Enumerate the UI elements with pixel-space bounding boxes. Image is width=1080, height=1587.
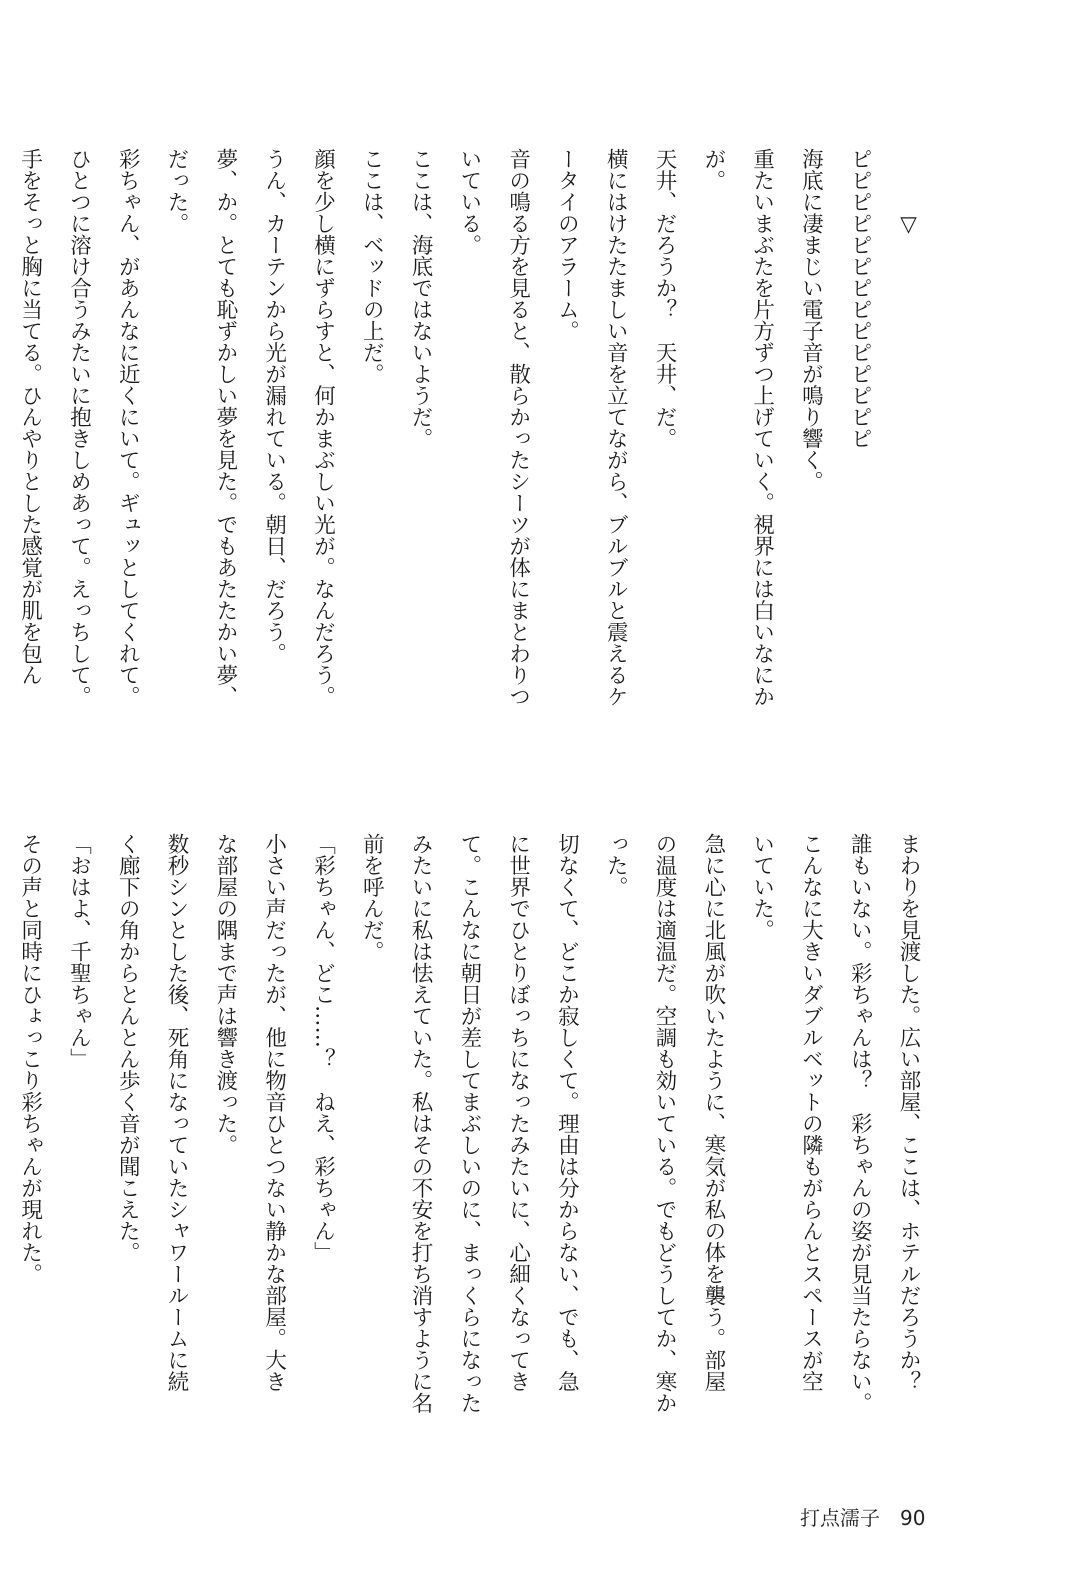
- text-line: 前を呼んだ。: [359, 833, 385, 962]
- text-line: ここは、ベッドの上だ。: [359, 148, 385, 385]
- text-line: 「彩ちゃん、どこ……？ ねえ、彩ちゃん」: [310, 833, 336, 1263]
- page-footer: [800, 1502, 925, 1531]
- text-line: 小さい声だったが、他に物音ひとつない静かな部屋。大き: [261, 833, 287, 1392]
- text-line: ここは、海底ではないようだ。: [408, 148, 434, 449]
- text-line: ータイのアラーム。: [554, 148, 580, 342]
- text-line: [0, 148, 5, 753]
- text-line: 音の鳴る方を見ると、散らかったシーツが体にまとわりつ: [505, 148, 531, 707]
- lower-text-block: [17, 833, 932, 1438]
- page-number: 90: [900, 1506, 926, 1530]
- text-line: て。こんなに朝日が差してまぶしいのに、まっくらになった: [456, 833, 482, 1414]
- text-line: その声と同時にひょっこり彩ちゃんが現れた。: [17, 833, 43, 1285]
- text-line: な部屋の隅まで声は響き渡った。: [212, 833, 238, 1156]
- text-line: ひとつに溶け合うみたいに抱きしめあって。えっちして。: [66, 148, 92, 707]
- text-line: 彩ちゃん、があんなに近くにいて。ギュッとしてくれて。: [115, 148, 141, 707]
- text-line: 海底に凄まじい電子音が鳴り響く。: [798, 148, 824, 492]
- author-name: 打点濡子: [800, 1506, 880, 1530]
- text-line: 天井、だろうか？ 天井、だ。: [652, 148, 678, 449]
- text-line: ピピピピピピピピピピピピピピ: [847, 148, 873, 449]
- text-line: 「おはよ、千聖ちゃん」: [66, 833, 92, 1070]
- text-line: く廊下の角からとんとん歩く音が聞こえた。: [115, 833, 141, 1263]
- text-line: 切なくて、どこか寂しくて。理由は分からない、でも、急: [554, 833, 580, 1392]
- text-line: だった。: [164, 148, 190, 234]
- text-line: みたいに私は怯えていた。私はその不安を打ち消すように名: [408, 833, 434, 1414]
- text-line: [0, 833, 5, 1438]
- text-line: に世界でひとりぼっちになったみたいに、心細くなってき: [505, 833, 531, 1392]
- text-line: の温度は適温だ。空調も効いている。でもどうしてか、寒か: [652, 833, 678, 1414]
- text-line: 誰もいない。彩ちゃんは？ 彩ちゃんの姿が見当たらない。: [847, 833, 873, 1414]
- text-line: こんなに大きいダブルベットの隣もがらんとスペースが空: [798, 833, 824, 1392]
- section-marker: ▽: [896, 212, 921, 237]
- upper-text-block: [17, 148, 932, 753]
- text-line: まわりを見渡した。広い部屋、ここは、ホテルだろうか？: [896, 833, 921, 1392]
- text-line: った。: [603, 833, 629, 898]
- text-line: うん、カーテンから光が漏れている。朝日、だろう。: [261, 148, 287, 664]
- text-line: 夢、か。とても恥ずかしい夢を見た。でもあたたかい夢、: [212, 148, 238, 707]
- text-line: 横にはけたたましい音を立てながら、ブルブルと震えるケ: [603, 148, 629, 707]
- text-line: いていた。: [749, 833, 775, 941]
- text-line: 重たいまぶたを片方ずつ上げていく。視界には白いなにか: [749, 148, 775, 707]
- text-line: 数秒シンとした後、死角になっていたシャワールームに続: [164, 833, 190, 1392]
- text-line: 顔を少し横にずらすと、何かまぶしい光が。なんだろう。: [310, 148, 336, 707]
- text-line: が。: [700, 148, 726, 191]
- text-line: いている。: [456, 148, 482, 256]
- text-line: 急に心に北風が吹いたように、寒気が私の体を襲う。部屋: [700, 833, 726, 1392]
- text-line: 手をそっと胸に当てる。ひんやりとした感覚が肌を包ん: [17, 148, 43, 686]
